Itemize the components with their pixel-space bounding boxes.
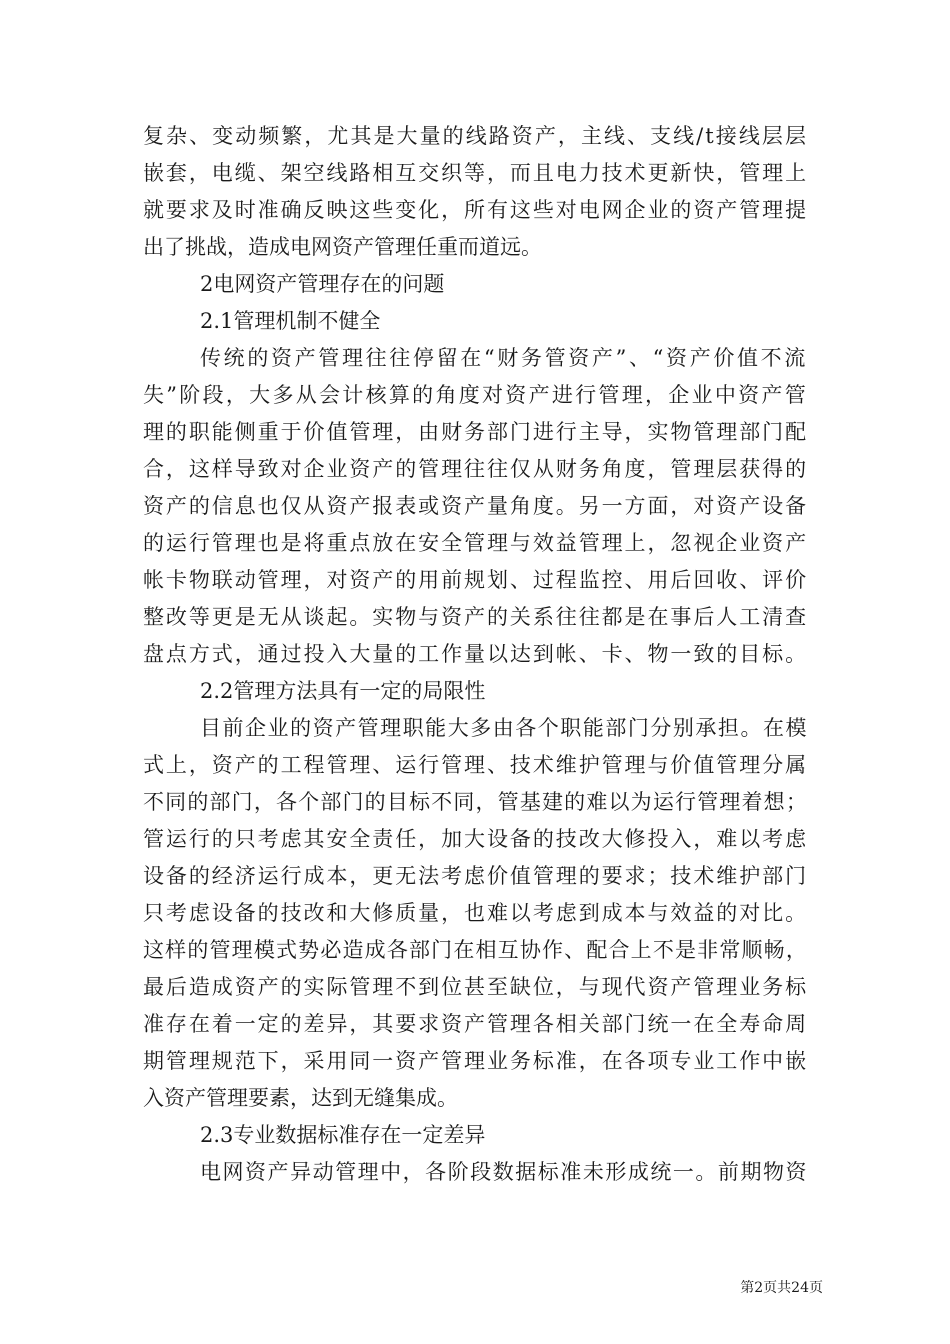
text-line: 整改等更是无从谈起。实物与资产的关系往往都是在事后人工清查 (143, 605, 808, 629)
text-line: 管运行的只考虑其安全责任，加大设备的技改大修投入，难以考虑 (143, 827, 808, 851)
text-line: 理的职能侧重于价值管理，由财务部门进行主导，实物管理部门配 (143, 420, 808, 444)
text-line: 2电网资产管理存在的问题 (200, 272, 445, 296)
text-line: 最后造成资产的实际管理不到位甚至缺位，与现代资产管理业务标 (143, 975, 808, 999)
text-line: 失”阶段，大多从会计核算的角度对资产进行管理，企业中资产管 (143, 383, 808, 407)
text-line: 就要求及时准确反映这些变化，所有这些对电网企业的资产管理提 (143, 198, 808, 222)
text-line: 期管理规范下，采用同一资产管理业务标准，在各项专业工作中嵌 (143, 1049, 808, 1073)
text-line: 设备的经济运行成本，更无法考虑价值管理的要求；技术维护部门 (143, 864, 808, 888)
text-line: 的运行管理也是将重点放在安全管理与效益管理上，忽视企业资产 (143, 531, 808, 555)
text-line: 准存在着一定的差异，其要求资产管理各相关部门统一在全寿命周 (143, 1012, 808, 1036)
text-line: 式上，资产的工程管理、运行管理、技术维护管理与价值管理分属 (143, 753, 808, 777)
text-line: 电网资产异动管理中，各阶段数据标准未形成统一。前期物资 (200, 1160, 808, 1184)
text-line: 入资产管理要素，达到无缝集成。 (143, 1086, 458, 1110)
text-line: 目前企业的资产管理职能大多由各个职能部门分别承担。在模 (200, 716, 808, 740)
text-line: 复杂、变动频繁，尤其是大量的线路资产，主线、支线/t接线层层 (143, 124, 808, 148)
text-line: 帐卡物联动管理，对资产的用前规划、过程监控、用后回收、评价 (143, 568, 808, 592)
body-text (143, 118, 808, 1191)
text-line: 不同的部门，各个部门的目标不同，管基建的难以为运行管理着想； (143, 790, 808, 814)
text-line: 2.3专业数据标准存在一定差异 (200, 1123, 486, 1147)
text-line: 这样的管理模式势必造成各部门在相互协作、配合上不是非常顺畅， (143, 938, 808, 962)
text-line: 只考虑设备的技改和大修质量，也难以考虑到成本与效益的对比。 (143, 901, 808, 925)
text-line: 出了挑战，造成电网资产管理任重而道远。 (143, 235, 542, 259)
text-line: 合，这样导致对企业资产的管理往往仅从财务角度，管理层获得的 (143, 457, 808, 481)
page-number: 第2页共24页 (740, 1280, 823, 1296)
text-line: 传统的资产管理往往停留在“财务管资产”、“资产价值不流 (200, 346, 808, 370)
text-line: 盘点方式，通过投入大量的工作量以达到帐、卡、物一致的目标。 (143, 642, 808, 666)
text-line: 嵌套，电缆、架空线路相互交织等，而且电力技术更新快，管理上 (143, 161, 808, 185)
text-line: 2.2管理方法具有一定的局限性 (200, 679, 486, 703)
text-line: 资产的信息也仅从资产报表或资产量角度。另一方面，对资产设备 (143, 494, 808, 518)
text-line: 2.1管理机制不健全 (200, 309, 381, 333)
